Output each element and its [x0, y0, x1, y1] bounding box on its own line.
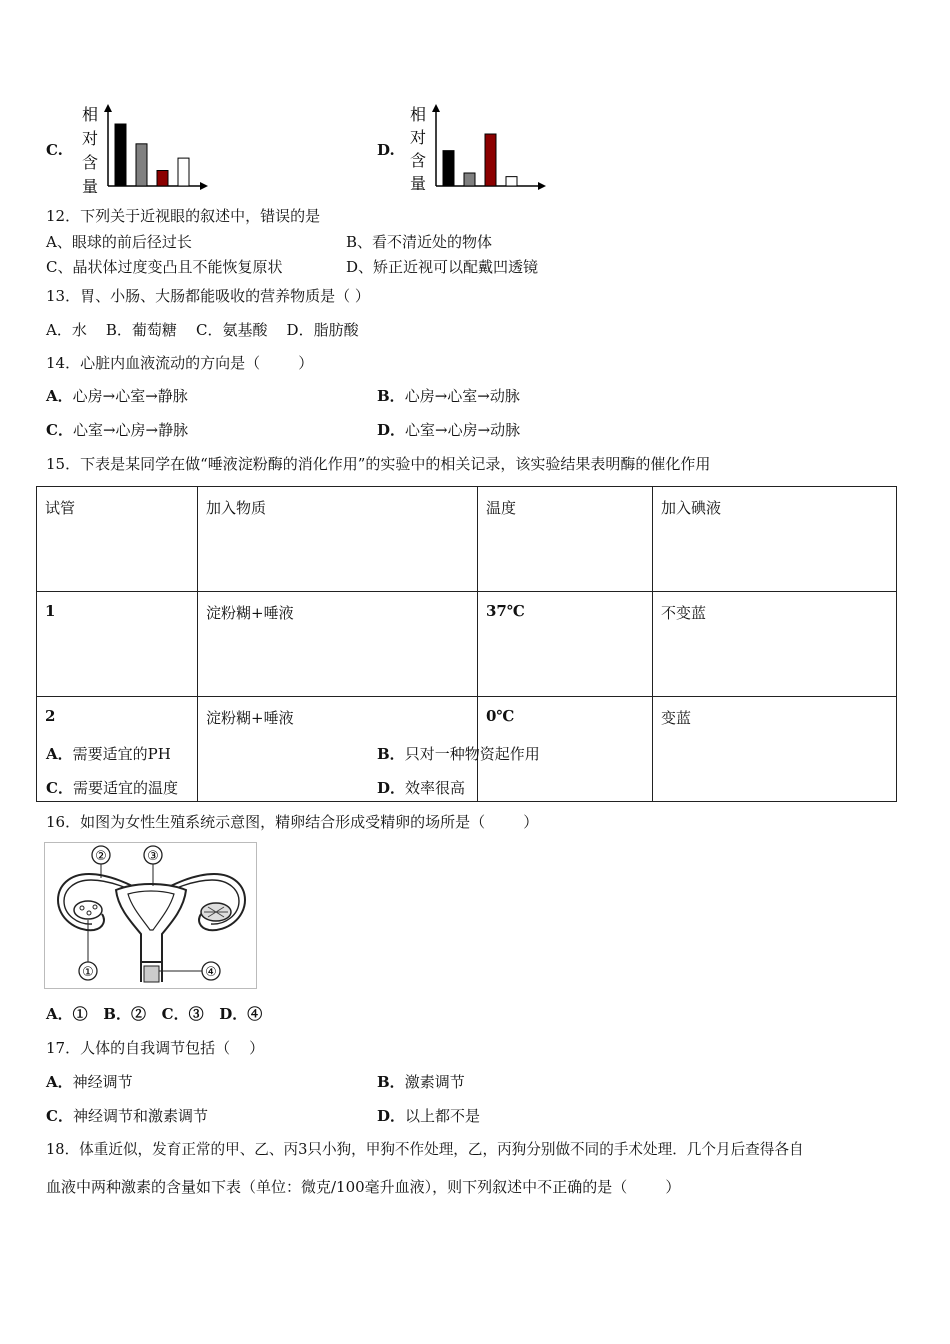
- q12-stem: 12．下列关于近视眼的叙述中，错误的是: [46, 207, 321, 225]
- q18-line-1: 18．体重近似，发育正常的甲、乙、丙3只小狗，甲狗不作处理，乙，丙狗分别做不同的手术处理．几个月后查得各自: [46, 1141, 804, 1158]
- q12-option-c: C、晶状体过度变凸且不能恢复原状: [46, 258, 283, 276]
- chart-c-ylabel-1: 相: [82, 105, 99, 124]
- chart-c-ylabel-4: 量: [82, 177, 99, 194]
- label-3: ③: [147, 849, 159, 864]
- chart-d-y-arrow: [432, 104, 440, 112]
- chart-c-x-arrow: [200, 182, 208, 190]
- q14-option-a: A．心房→心室→静脉: [46, 387, 188, 405]
- q18-line-2: 血液中两种激素的含量如下表（单位：微克/100毫升血液），则下列叙述中不正确的是（ ）: [46, 1178, 681, 1196]
- q17-option-c: C．神经调节和激素调节: [46, 1107, 208, 1125]
- q17-option-a: A．神经调节: [46, 1073, 133, 1091]
- chart-d-bar: [464, 173, 475, 186]
- q15-option-d: D．效率很高: [377, 779, 466, 797]
- label-4: ④: [205, 965, 217, 980]
- header-cell: 加入物质: [198, 487, 478, 592]
- q17-stem: 17．人体的自我调节包括（ ）: [46, 1039, 265, 1057]
- q17-option-d: D．以上都不是: [377, 1107, 481, 1125]
- chart-c-bar: [178, 158, 189, 186]
- chart-c-bar: [136, 144, 147, 186]
- chart-c: [80, 102, 212, 194]
- q15-stem: 15．下表是某同学在做“唾液淀粉酶的消化作用”的实验中的相关记录，该实验结果表明酶的催化作用: [46, 455, 711, 473]
- q14-stem: 14．心脏内血液流动的方向是（ ）: [46, 354, 314, 372]
- q16-options: A．① B．② C．③ D．④: [46, 1005, 263, 1023]
- chart-c-y-arrow: [104, 104, 112, 112]
- chart-d-ylabel-3: 含: [410, 151, 427, 170]
- q12-option-d: D、矫正近视可以配戴凹透镜: [346, 258, 539, 276]
- header-cell: 加入碘液: [653, 487, 897, 592]
- female-reproductive-diagram: [44, 842, 258, 990]
- header-cell: 试管: [37, 487, 198, 592]
- chart-d-ylabel-1: 相: [410, 105, 427, 124]
- q14-option-b: B．心房→心室→动脉: [377, 387, 520, 405]
- chart-d-x-arrow: [538, 182, 546, 190]
- label-1: ①: [82, 965, 94, 980]
- chart-c-ylabel-3: 含: [82, 153, 99, 172]
- q15-option-b: B．只对一种物资起作用: [377, 745, 540, 763]
- table-cell: 不变蓝: [653, 592, 897, 697]
- q14-option-d: D．心室→心房→动脉: [377, 421, 521, 439]
- chart-d-ylabel-2: 对: [410, 128, 427, 147]
- label-2: ②: [95, 849, 107, 864]
- left-ovary: [74, 901, 102, 919]
- chart-d-bar: [485, 134, 496, 186]
- chart-d-ylabel-4: 量: [410, 174, 427, 193]
- q15-option-c: C．需要适宜的温度: [46, 779, 178, 797]
- q13-stem: 13．胃、小肠、大肠都能吸收的营养物质是（ ）: [46, 287, 370, 305]
- table-cell: 变蓝: [653, 697, 897, 802]
- q13-options: A．水 B．葡萄糖 C．氨基酸 D．脂肪酸: [46, 321, 359, 339]
- q16-stem: 16．如图为女性生殖系统示意图，精卵结合形成受精卵的场所是（ ）: [46, 813, 539, 831]
- option-c-label: C.: [46, 141, 63, 159]
- table-cell: 1: [37, 592, 198, 697]
- chart-d: [408, 100, 550, 194]
- table-header-row: [37, 487, 897, 592]
- table-cell: 淀粉糊+唾液: [198, 697, 478, 802]
- q12-option-a: A、眼球的前后径过长: [46, 233, 192, 251]
- q15-option-a: A．需要适宜的PH: [46, 745, 171, 763]
- chart-c-bar: [157, 171, 168, 187]
- header-cell: 温度: [478, 487, 653, 592]
- q12-option-b: B、看不清近处的物体: [346, 233, 493, 251]
- chart-d-bar: [506, 177, 517, 186]
- table-cell: 2: [37, 697, 198, 802]
- q17-option-b: B．激素调节: [377, 1073, 465, 1091]
- table-row: [37, 592, 897, 697]
- chart-c-ylabel-2: 对: [82, 129, 99, 148]
- table-cell: 0℃: [478, 697, 653, 802]
- chart-d-bar: [443, 151, 454, 186]
- q14-option-c: C．心室→心房→静脉: [46, 421, 189, 439]
- table-cell: 淀粉糊+唾液: [198, 592, 478, 697]
- chart-c-bar: [115, 124, 126, 186]
- table-cell: 37℃: [478, 592, 653, 697]
- vagina-canal: [144, 966, 159, 982]
- option-d-label: D.: [377, 141, 395, 159]
